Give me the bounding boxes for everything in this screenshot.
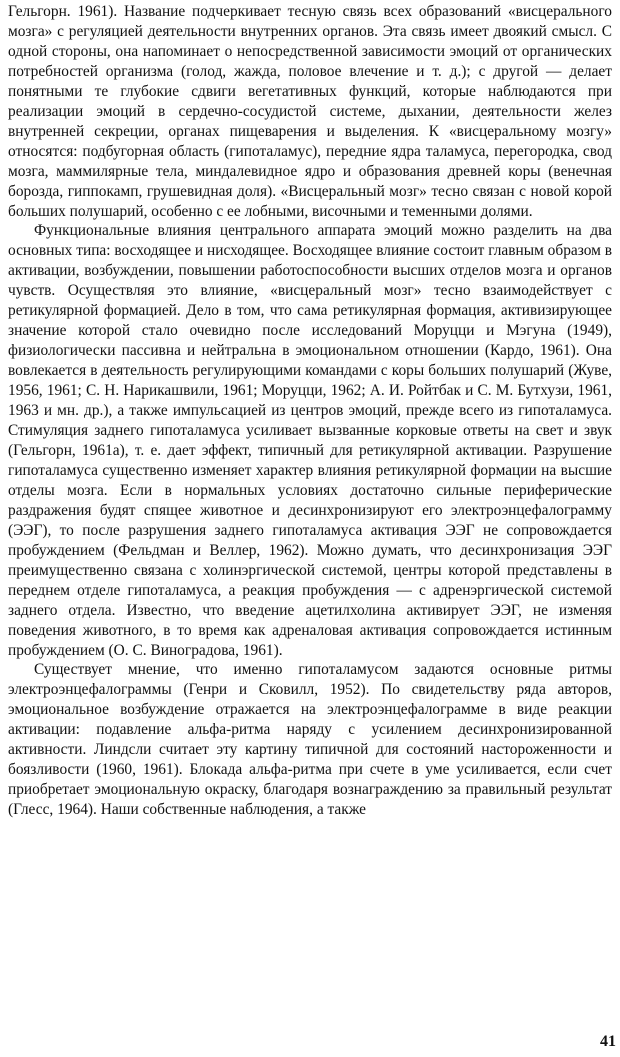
paragraph-visceral-brain: Гельгорн. 1961). Название подчеркивает тесную связь всех образований «висцерального мозга» с регуляцией деятельности внутренних органов. Эта связь имеет двоякий смысл. С одной стороны, она напоминает о непосредственной зависимости эмоций от органических потребностей организма (голод, жажда, половое влечение и т. д.); с другой — делает понятными те глубокие сдвиги вегетативных функций, которые наблюдаются при реализации эмоций в сердечно-сосудистой системе, дыхании, деятельности желез внутренней секреции, органах пищеварения и выделения. К «висцеральному мозгу» относятся: подбугорная область (гипоталамус), передние ядра таламуса, перегородка, свод мозга, маммилярные тела, миндалевидное ядро и образования древней коры (венечная борозда, гиппокамп, грушевидная доля). «Висцеральный мозг» тесно связан с новой корой больших полушарий, особенно с ее лобными, височными и теменными долями. bbox=[8, 3, 612, 220]
book-page bbox=[8, 2, 612, 1052]
paragraph-functional-influences: Функциональные влияния центрального аппарата эмоций можно разделить на два основных типа: восходящее и нисходящее. Восходящее влияние состоит главным образом в активации, возбуждении, повышении работоспособности высших отделов мозга и органов чувств. Осуществляя это влияние, «висцеральный мозг» тесно взаимодействует с ретикулярной формацией. Дело в том, что сама ретикулярная формация, активизирующее значение которой стало очевидно после исследований Моруцци и Мэгуна (1949), физиологически пассивна и нейтральна в эмоциональном отношении (Кардо, 1961). Она вовлекается в деятельность регулирующими командами с коры больших полушарий (Жуве, 1956, 1961; С. Н. Нарикашвили, 1961; Моруцци, 1962; А. И. Ройтбак и С. М. Бутхузи, 1961, 1963 и мн. др.), а также импульсацией из центров эмоций, прежде всего из гипоталамуса. Стимуляция заднего гипоталамуса усиливает вызванные корковые ответы на свет и звук (Гельгорн, 1961а), т. е. дает эффект, типичный для ретикулярной активации. Разрушение гипоталамуса существенно изменяет характер влияния ретикулярной формации на высшие отделы мозга. Если в нормальных условиях достаточно сильные периферические раздражения будят спящее животное и десинхронизируют его электроэнцефалограмму (ЭЭГ), то после разрушения заднего гипоталамуса активация ЭЭГ не сопровождается пробуждением (Фельдман и Веллер, 1962). Можно думать, что десинхронизация ЭЭГ преимущественно связана с холинэргической системой, центры которой представлены в переднем отделе гипоталамуса, а реакция пробуждения — с адренэргической системой заднего отдела. Известно, что введение ацетилхолина активирует ЭЭГ, не изменяя поведения животного, в то время как адреналовая активация сопровождается истинным пробуждением (О. С. Виноградова, 1961). bbox=[8, 222, 612, 659]
page-number: 41 bbox=[600, 1033, 616, 1050]
paragraph-eeg-rhythms: Существует мнение, что именно гипоталамусом задаются основные ритмы электроэнцефалограммы (Генри и Сковилл, 1952). По свидетельству ряда авторов, эмоциональное возбуждение отражается на электроэнцефалограмме в виде реакции активации: подавление альфа-ритма наряду с усилением десинхронизированной активности. Линдсли считает эту картину типичной для состояний настороженности и боязливости (1960, 1961). Блокада альфа-ритма при счете в уме усиливается, если счет приобретает эмоциональную окраску, благодаря вознаграждению за правильный результат (Глесс, 1964). Наши собственные наблюдения, а также bbox=[8, 661, 612, 819]
